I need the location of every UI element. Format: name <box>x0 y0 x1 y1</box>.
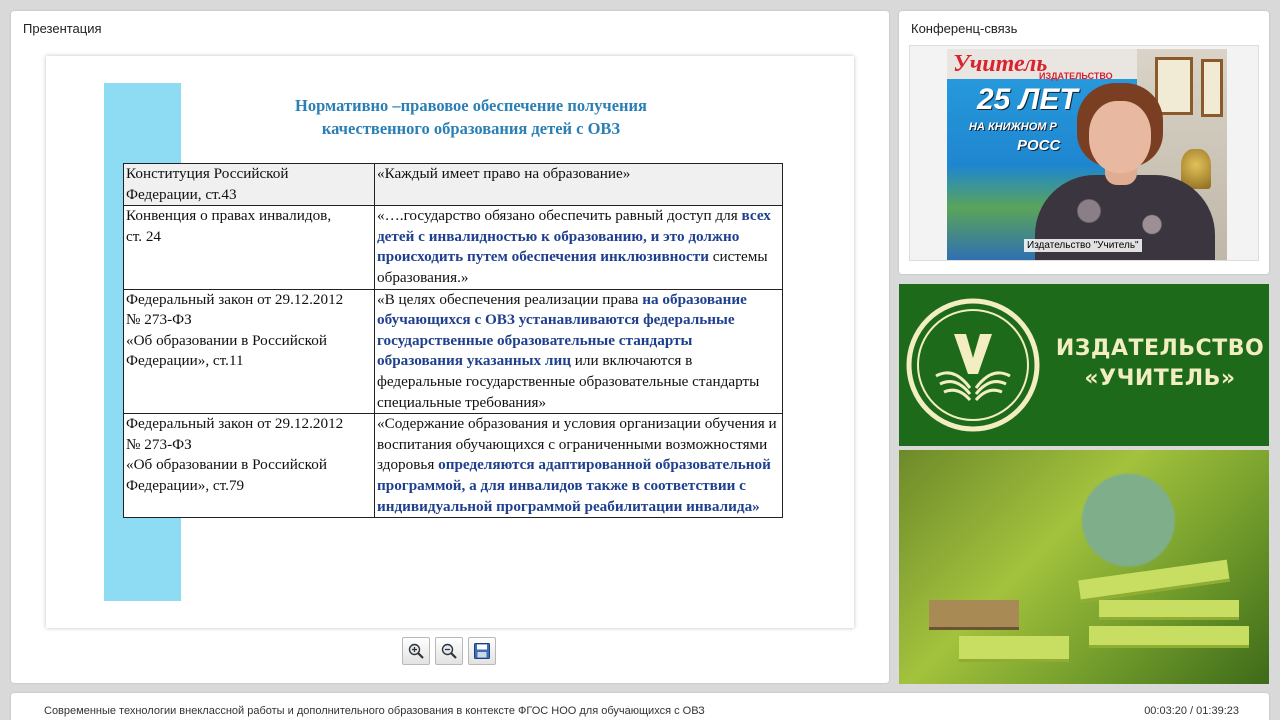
source-line: Конвенция о правах инвалидов, <box>126 207 332 225</box>
banner-big-text: 25 ЛЕТ <box>977 83 1078 116</box>
table-cell-source <box>124 289 375 414</box>
save-icon <box>473 642 491 660</box>
quote-highlight: на образование обучающихся с ОВЗ устанавливаются федеральные государственные образовательные стандарты образования указанных лиц <box>377 290 747 370</box>
zoom-in-icon <box>407 642 425 660</box>
table-row <box>124 414 783 518</box>
presentation-panel <box>11 11 889 683</box>
conference-panel <box>899 11 1269 274</box>
book-image <box>1099 600 1239 620</box>
source-line: «Об образовании в Российской <box>126 456 327 474</box>
banner-bottom-text: РОСС <box>1017 137 1061 154</box>
speaker <box>1025 83 1225 261</box>
source-line: Федеральный закон от 29.12.2012 <box>126 415 344 433</box>
source-line: Федеральный закон от 29.12.2012 <box>126 290 344 308</box>
quote-highlight: всех детей с инвалидностью к образованию, и это должно происходить путем обеспечения инклюзивности <box>377 207 771 266</box>
zoom-in-button[interactable] <box>402 637 430 665</box>
source-line: Конституция Российской <box>126 165 289 182</box>
banner-logo-text: Учитель <box>953 51 1048 77</box>
slide-toolbar <box>402 637 496 665</box>
course-title: Современные технологии внеклассной работы и дополнительного образования в контексте ФГОС НОО для обучающихся с ОВЗ <box>44 705 705 717</box>
quote-highlight: определяются адаптированной образовательной программой, а для инвалидов также в соответствии с индивидуальной программой реабилитации инвалида» <box>377 456 771 515</box>
slide-table <box>123 163 783 518</box>
zoom-out-button[interactable] <box>435 637 463 665</box>
publisher-banner-top <box>899 284 1269 446</box>
source-line: «Об образовании в Российской <box>126 331 327 349</box>
book-image <box>1078 560 1230 603</box>
video-caption: Издательство "Учитель" <box>1024 239 1142 252</box>
table-row <box>124 164 783 206</box>
table-cell-source <box>124 164 375 206</box>
banner-mid-text: НА КНИЖНОМ Р <box>969 121 1057 133</box>
video-frame <box>947 49 1227 261</box>
table-cell-quote <box>375 414 783 518</box>
table-row <box>124 289 783 414</box>
book-image <box>959 636 1069 662</box>
playback-timecode: 00:03:20 / 01:39:23 <box>1144 705 1239 717</box>
table-cell-quote <box>375 289 783 414</box>
source-line: Федерации, ст.43 <box>126 185 237 203</box>
quote-text: «В целях обеспечения реализации права <box>377 290 643 308</box>
source-line: ст. 24 <box>126 227 162 245</box>
table-cell-source <box>124 414 375 518</box>
slide-title-line: качественного образования детей с ОВЗ <box>321 119 621 138</box>
source-line: Федерации», ст.79 <box>126 476 245 494</box>
publisher-name <box>1055 334 1265 394</box>
publisher-name-line: «УЧИТЕЛЬ» <box>1084 366 1236 391</box>
publisher-logo-icon <box>904 296 1042 434</box>
table-cell-source <box>124 206 375 289</box>
table-cell-quote <box>375 164 783 206</box>
quote-text: системы образования.» <box>377 248 768 286</box>
publisher-banner-photo <box>899 450 1269 684</box>
presentation-slide <box>46 56 854 628</box>
book-image <box>929 600 1019 630</box>
slide-title <box>206 94 736 140</box>
speaker-face <box>1089 101 1151 173</box>
quote-text: «Каждый имеет право на образование» <box>377 165 631 182</box>
footer-bar <box>11 693 1269 720</box>
quote-text: или включаются в федеральные государственные образовательные стандарты специальные требования» <box>377 352 760 411</box>
quote-text: «Содержание образования и условия организации обучения и воспитания обучающихся с ограниченными возможностями здоровья <box>377 415 777 474</box>
source-line: № 273-ФЗ <box>126 311 192 329</box>
video-stream[interactable] <box>909 45 1259 261</box>
save-button[interactable] <box>468 637 496 665</box>
source-line: № 273-ФЗ <box>126 435 192 453</box>
table-row <box>124 206 783 289</box>
zoom-out-icon <box>440 642 458 660</box>
quote-text: «….государство обязано обеспечить равный доступ для <box>377 207 742 225</box>
conference-panel-title: Конференц-связь <box>911 21 1018 36</box>
slide-title-line: Нормативно –правовое обеспечение получения <box>295 96 647 115</box>
banner-sub-text: ИЗДАТЕЛЬСТВО <box>1039 71 1113 81</box>
table-cell-quote <box>375 206 783 289</box>
book-image <box>1089 626 1249 648</box>
publisher-banner <box>899 284 1269 684</box>
publisher-name-line: ИЗДАТЕЛЬСТВО <box>1055 336 1265 361</box>
presentation-panel-title: Презентация <box>23 21 102 36</box>
source-line: Федерации», ст.11 <box>126 352 244 370</box>
